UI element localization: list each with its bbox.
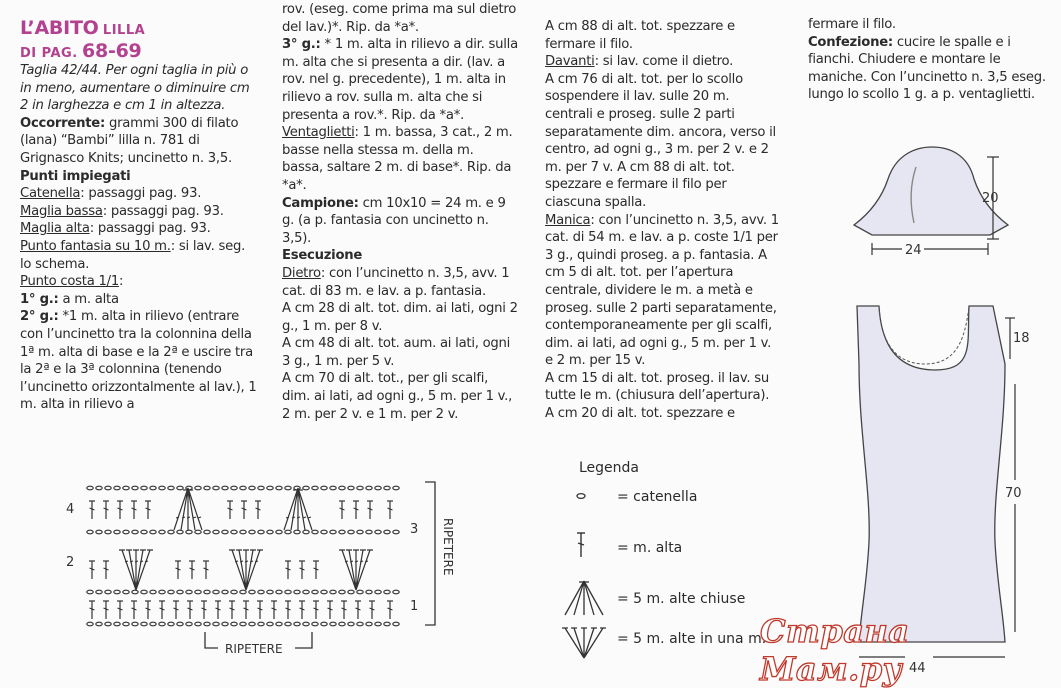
- stitch-catenella-text: : passaggi pag. 93.: [80, 186, 202, 202]
- stitch-costa: [20, 273, 258, 291]
- col4-continuation: fermare il filo.: [808, 17, 896, 32]
- stitch-ventaglietti: [282, 124, 518, 194]
- repeat-label-horizontal: RIPETERE: [225, 642, 283, 656]
- title-word-2: LILLA: [102, 23, 146, 38]
- stitch-ventaglietti-text: : 1 m. bassa, 3 cat., 2 m. basse nella stessa m. della m. bassa, saltare 2 m. di base*. Rip. da *a*.: [282, 125, 513, 193]
- finishing-text: cucire le spalle e i fianchi. Chiudere e montare le maniche. Con l’uncinetto n. 3,5 eseg. lungo lo scollo 1 g. a p. ventaglietti.: [808, 34, 1046, 103]
- title-word-3: DI PAG.: [20, 46, 78, 61]
- gauge-text: cm 10x10 = 24 m. e 9 g. (a p. fantasia con uncinetto n. 3,5).: [282, 195, 506, 246]
- stitch-ventaglietti-label: Ventaglietti: [282, 125, 355, 141]
- sleeve-width-label: 24: [905, 243, 922, 258]
- title-page-ref: 68-69: [82, 40, 142, 62]
- repeat-label-vertical: RIPETERE: [441, 518, 455, 576]
- stitch-catenella-label: Catenella: [20, 186, 81, 202]
- stitch-fantasia-text: : si lav. seg. lo schema.: [20, 238, 246, 272]
- row-label-1: 1: [410, 599, 419, 614]
- stitch-mbassa-label: Maglia bassa: [20, 203, 103, 219]
- legend-5dc-closed-icon: [559, 578, 609, 618]
- back-label: Dietro: [282, 265, 321, 281]
- neck-depth-label: 18: [1013, 331, 1030, 346]
- costa-row-2: [20, 308, 258, 414]
- costa-row-3-label: 3° g.:: [282, 37, 321, 53]
- costa-row-1: [20, 291, 258, 309]
- back-increase: A cm 48 di alt. tot. aum. ai lati, ogni 3 g., 1 m. per 5 v.: [282, 336, 511, 369]
- legend-item-5-alte-una-m: = 5 m. alte in una m.: [617, 631, 767, 647]
- sleeve-closing: A cm 15 di alt. tot. proseg. il lav. su tutte le m. (chiusura dell’apertura). A cm 20 di alt. tot. spezzare e: [545, 370, 770, 422]
- pattern-title: [20, 18, 260, 64]
- finishing-paragraph: [808, 34, 1046, 104]
- repeat-bracket-vertical: [425, 482, 435, 625]
- chart-row-3: [87, 530, 399, 534]
- sleeve-schematic: [840, 145, 1060, 270]
- row-label-4: 4: [66, 502, 75, 517]
- text-column-2: [282, 1, 518, 423]
- legend-chain-icon: [573, 491, 589, 501]
- front-label: Davanti: [545, 54, 595, 70]
- costa-row-1-text: a m. alta: [58, 291, 119, 307]
- stitch-malta-text: : passaggi pag. 93.: [89, 221, 211, 237]
- text-column-4: [808, 16, 1046, 104]
- stitch-malta: [20, 220, 258, 238]
- stitch-catenella: [20, 185, 258, 203]
- stitch-mbassa: [20, 203, 258, 221]
- stitch-costa-label: Punto costa 1/1: [20, 274, 119, 290]
- materials-text: grammi 300 di filato (lana) “Bambi” lilla n. 781 di Grignasco Knits; uncinetto n. 3,5.: [20, 115, 239, 166]
- gauge-paragraph: [282, 195, 518, 248]
- body-length-label: 70: [1005, 486, 1022, 501]
- stitch-costa-text: :: [118, 274, 124, 290]
- back-paragraph: [282, 265, 518, 300]
- costa-row-3: [282, 36, 518, 124]
- sleeve-text: : con l’uncinetto n. 3,5, avv. 1 cat. di 54 m. e lav. a p. coste 1/1 per 3 g., quindi proseg. a p. fantasia. A cm 5 di alt. tot. per l’apertura centrale, dividere le m. a metà e proseg. sulle 2 parti separatamente, contemporaneamente per gli scalfi, dim. ai lati, ad ogni g., 5 m. per 1 v. e 2 m. per 15 v.: [545, 212, 779, 369]
- sleeve-height-label: 20: [982, 191, 999, 206]
- costa-row-1-label: 1° g.:: [20, 291, 59, 307]
- size-note: Taglia 42/44. Per ogni taglia in più o in meno, aumentare o diminuire cm 2 in larghezza e cm 1 in altezza.: [20, 63, 250, 114]
- crochet-chart: [60, 470, 480, 670]
- stitch-fantasia: [20, 238, 258, 273]
- sleeve-label: Manica: [545, 212, 591, 228]
- materials-paragraph: [20, 115, 258, 168]
- front-paragraph: [545, 53, 781, 71]
- col2-continuation: rov. (eseg. come prima ma sul dietro del lav.)*. Rip. da *a*.: [282, 2, 517, 35]
- col3-continuation: A cm 88 di alt. tot. spezzare e fermare il filo.: [545, 19, 735, 52]
- back-armhole: A cm 70 di alt. tot., per gli scalfi, dim. ai lati, ad ogni g., 5 m. per 1 v., 2 m. per 2 v. e 1 m. per 2 v.: [282, 371, 513, 422]
- site-watermark: Страна Мам.ру: [760, 612, 910, 688]
- chart-row-1: [87, 601, 399, 626]
- stitch-fantasia-label: Punto fantasia su 10 m.: [20, 238, 171, 254]
- dress-shape: [857, 306, 1005, 642]
- costa-row-2-label: 2° g.:: [20, 309, 59, 325]
- front-text: : si lav. come il dietro.: [594, 54, 734, 70]
- row-label-2: 2: [66, 555, 75, 570]
- title-word-1: L’ABITO: [20, 17, 99, 39]
- row-label-3: 3: [410, 522, 419, 537]
- back-decrease: A cm 28 di alt. tot. dim. ai lati, ogni 2 g., 1 m. per 8 v.: [282, 301, 518, 334]
- legend-dc-icon: [573, 530, 589, 560]
- gauge-label: Campione:: [282, 195, 359, 211]
- stitch-malta-label: Maglia alta: [20, 221, 90, 237]
- text-column-3: [545, 18, 781, 423]
- costa-row-2-text: *1 m. alta in rilievo (entrare con l’uncinetto tra la colonnina della 1ª m. alta di base e la 2ª e uscire tra la 2ª e la 3ª colonnina (tenendo l’uncinetto orizzontalmente al lav.), 1 m. alta in rilievo a: [20, 309, 257, 413]
- legend-title: Legenda: [579, 460, 640, 476]
- back-text: : con l’uncinetto n. 3,5, avv. 1 cat. di 83 m. e lav. a p. fantasia.: [282, 265, 510, 299]
- stitches-heading: Punti impiegati: [20, 168, 131, 184]
- execution-heading: Esecuzione: [282, 248, 363, 264]
- stitch-mbassa-text: : passaggi pag. 93.: [102, 203, 224, 219]
- front-neckline: A cm 76 di alt. tot. per lo scollo sospendere il lav. sulle 20 m. centrali e proseg. sulle 2 parti separatamente dim. ancora, verso il centro, ad ogni g., 3 m. per 2 v. e 2 m. per 7 v. A cm 88 di alt. tot. spezzare e fermare il filo per ciascuna spalla.: [545, 71, 776, 210]
- legend-item-m-alta: = m. alta: [617, 540, 683, 556]
- legend-5dc-shell-icon: [559, 625, 609, 661]
- chart-row-2: [87, 550, 399, 594]
- text-column-1: [20, 62, 258, 414]
- materials-label: Occorrente:: [20, 115, 106, 131]
- legend-item-5-alte-chiuse: = 5 m. alte chiuse: [617, 591, 746, 607]
- chart-row-4: [87, 486, 399, 530]
- finishing-label: Confezione:: [808, 34, 893, 50]
- legend-item-catenella: = catenella: [617, 489, 698, 505]
- body-width-label: 44: [909, 661, 926, 676]
- sleeve-paragraph: [545, 212, 781, 370]
- costa-row-3-text: * 1 m. alta in rilievo a dir. sulla m. alta che si presenta a dir. (lav. a rov. nel g. precedente), 1 m. alta in rilievo a rov. sulla m. alta che si presenta a rov.*. Rip. da *a*.: [282, 37, 518, 123]
